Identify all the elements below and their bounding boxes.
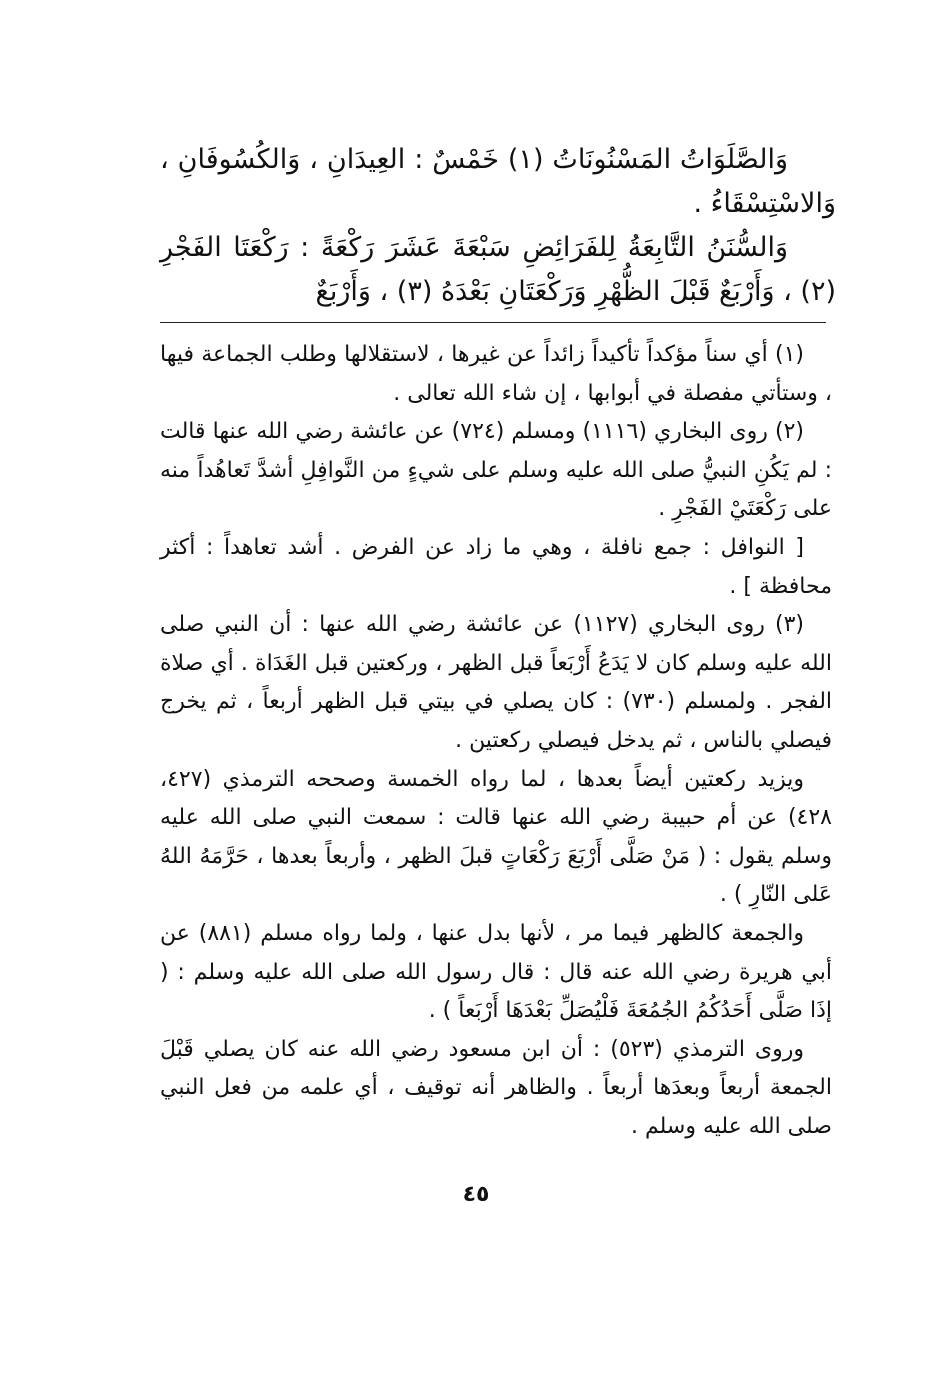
footnote: والجمعة كالظهر فيما مر ، لأنها بدل عنها ، ولما رواه مسلم (٨٨١) عن أبي هريرة رضي الله عنه قال : قال رسول الله صلى الله عليه وسلم : ( إذَا صَلَّى أَحَدُكُمُ الجُمُعَةَ فَلْيُصَلِّ بَعْدَهَا أَرْبَعاً ) . <box>160 920 832 1024</box>
footnote: [ النوافل : جمع نافلة ، وهي ما زاد عن الفرض . أشد تعاهداً : أكثر محافظة ] . <box>160 534 832 599</box>
main-paragraph: وَالصَّلَوَاتُ المَسْنُونَاتُ (١) خَمْسٌ : العِيدَانِ ، وَالكُسُوفَانِ ، وَالاسْتِسْقَاءُ . <box>160 144 836 219</box>
footnotes <box>160 336 832 1146</box>
main-text <box>160 138 836 314</box>
footnote: ويزيد ركعتين أيضاً بعدها ، لما رواه الخمسة وصححه الترمذي (٤٢٧، ٤٢٨) عن أم حبيبة رضي الله عنها قالت : سمعت النبي صلى الله عليه وسلم يقول : ( مَنْ صَلَّى أَرْبَعَ رَكْعَاتٍ قبلَ الظهر ، وأربعاً بعدها ، حَرَّمَهُ اللهُ عَلى النّارِ ) . <box>160 766 832 908</box>
page-number: ٤٥ <box>462 1182 490 1207</box>
footnote: (٢) روى البخاري (١١١٦) ومسلم (٧٢٤) عن عائشة رضي الله عنها قالت : لم يَكُنِ النبيُّ صلى الله عليه وسلم على شيءٍ من النَّوافِلِ أشدَّ تَعاهُداً منه على رَكْعَتَيْ الفَجْرِ . <box>160 419 832 522</box>
main-paragraph: وَالسُّنَنُ التَّابِعَةُ لِلفَرَائِضِ سَبْعَةَ عَشَرَ رَكْعَةً : رَكْعَتَا الفَجْرِ (٢) ، وَأَرْبَعٌ قَبْلَ الظُّهْرِ وَرَكْعَتَانِ بَعْدَهُ (٣) ، وَأَرْبَعٌ <box>160 232 836 307</box>
footnote: (٣) روى البخاري (١١٢٧) عن عائشة رضي الله عنها : أن النبي صلى الله عليه وسلم كان لا يَدَعُ أَرْبَعاً قبل الظهر ، وركعتين قبل الغَدَاة . أي صلاة الفجر . ولمسلم (٧٣٠) : كان يصلي في بيتي قبل الظهر أربعاً ، ثم يخرج فيصلي بالناس ، ثم يدخل فيصلي ركعتين . <box>160 612 833 753</box>
footnote-divider <box>160 322 826 323</box>
footnote: وروى الترمذي (٥٢٣) : أن ابن مسعود رضي الله عنه كان يصلي قَبْلَ الجمعة أربعاً وبعدَها أربعاً . والظاهر أنه توقيف ، أي علمه من فعل النبي صلى الله عليه وسلم . <box>160 1036 832 1139</box>
footnote: (١) أي سناً مؤكداً تأكيداً زائداً عن غيرها ، لاستقلالها وطلب الجماعة فيها ، وستأتي مفصلة في أبوابها ، إن شاء الله تعالى . <box>160 342 832 406</box>
